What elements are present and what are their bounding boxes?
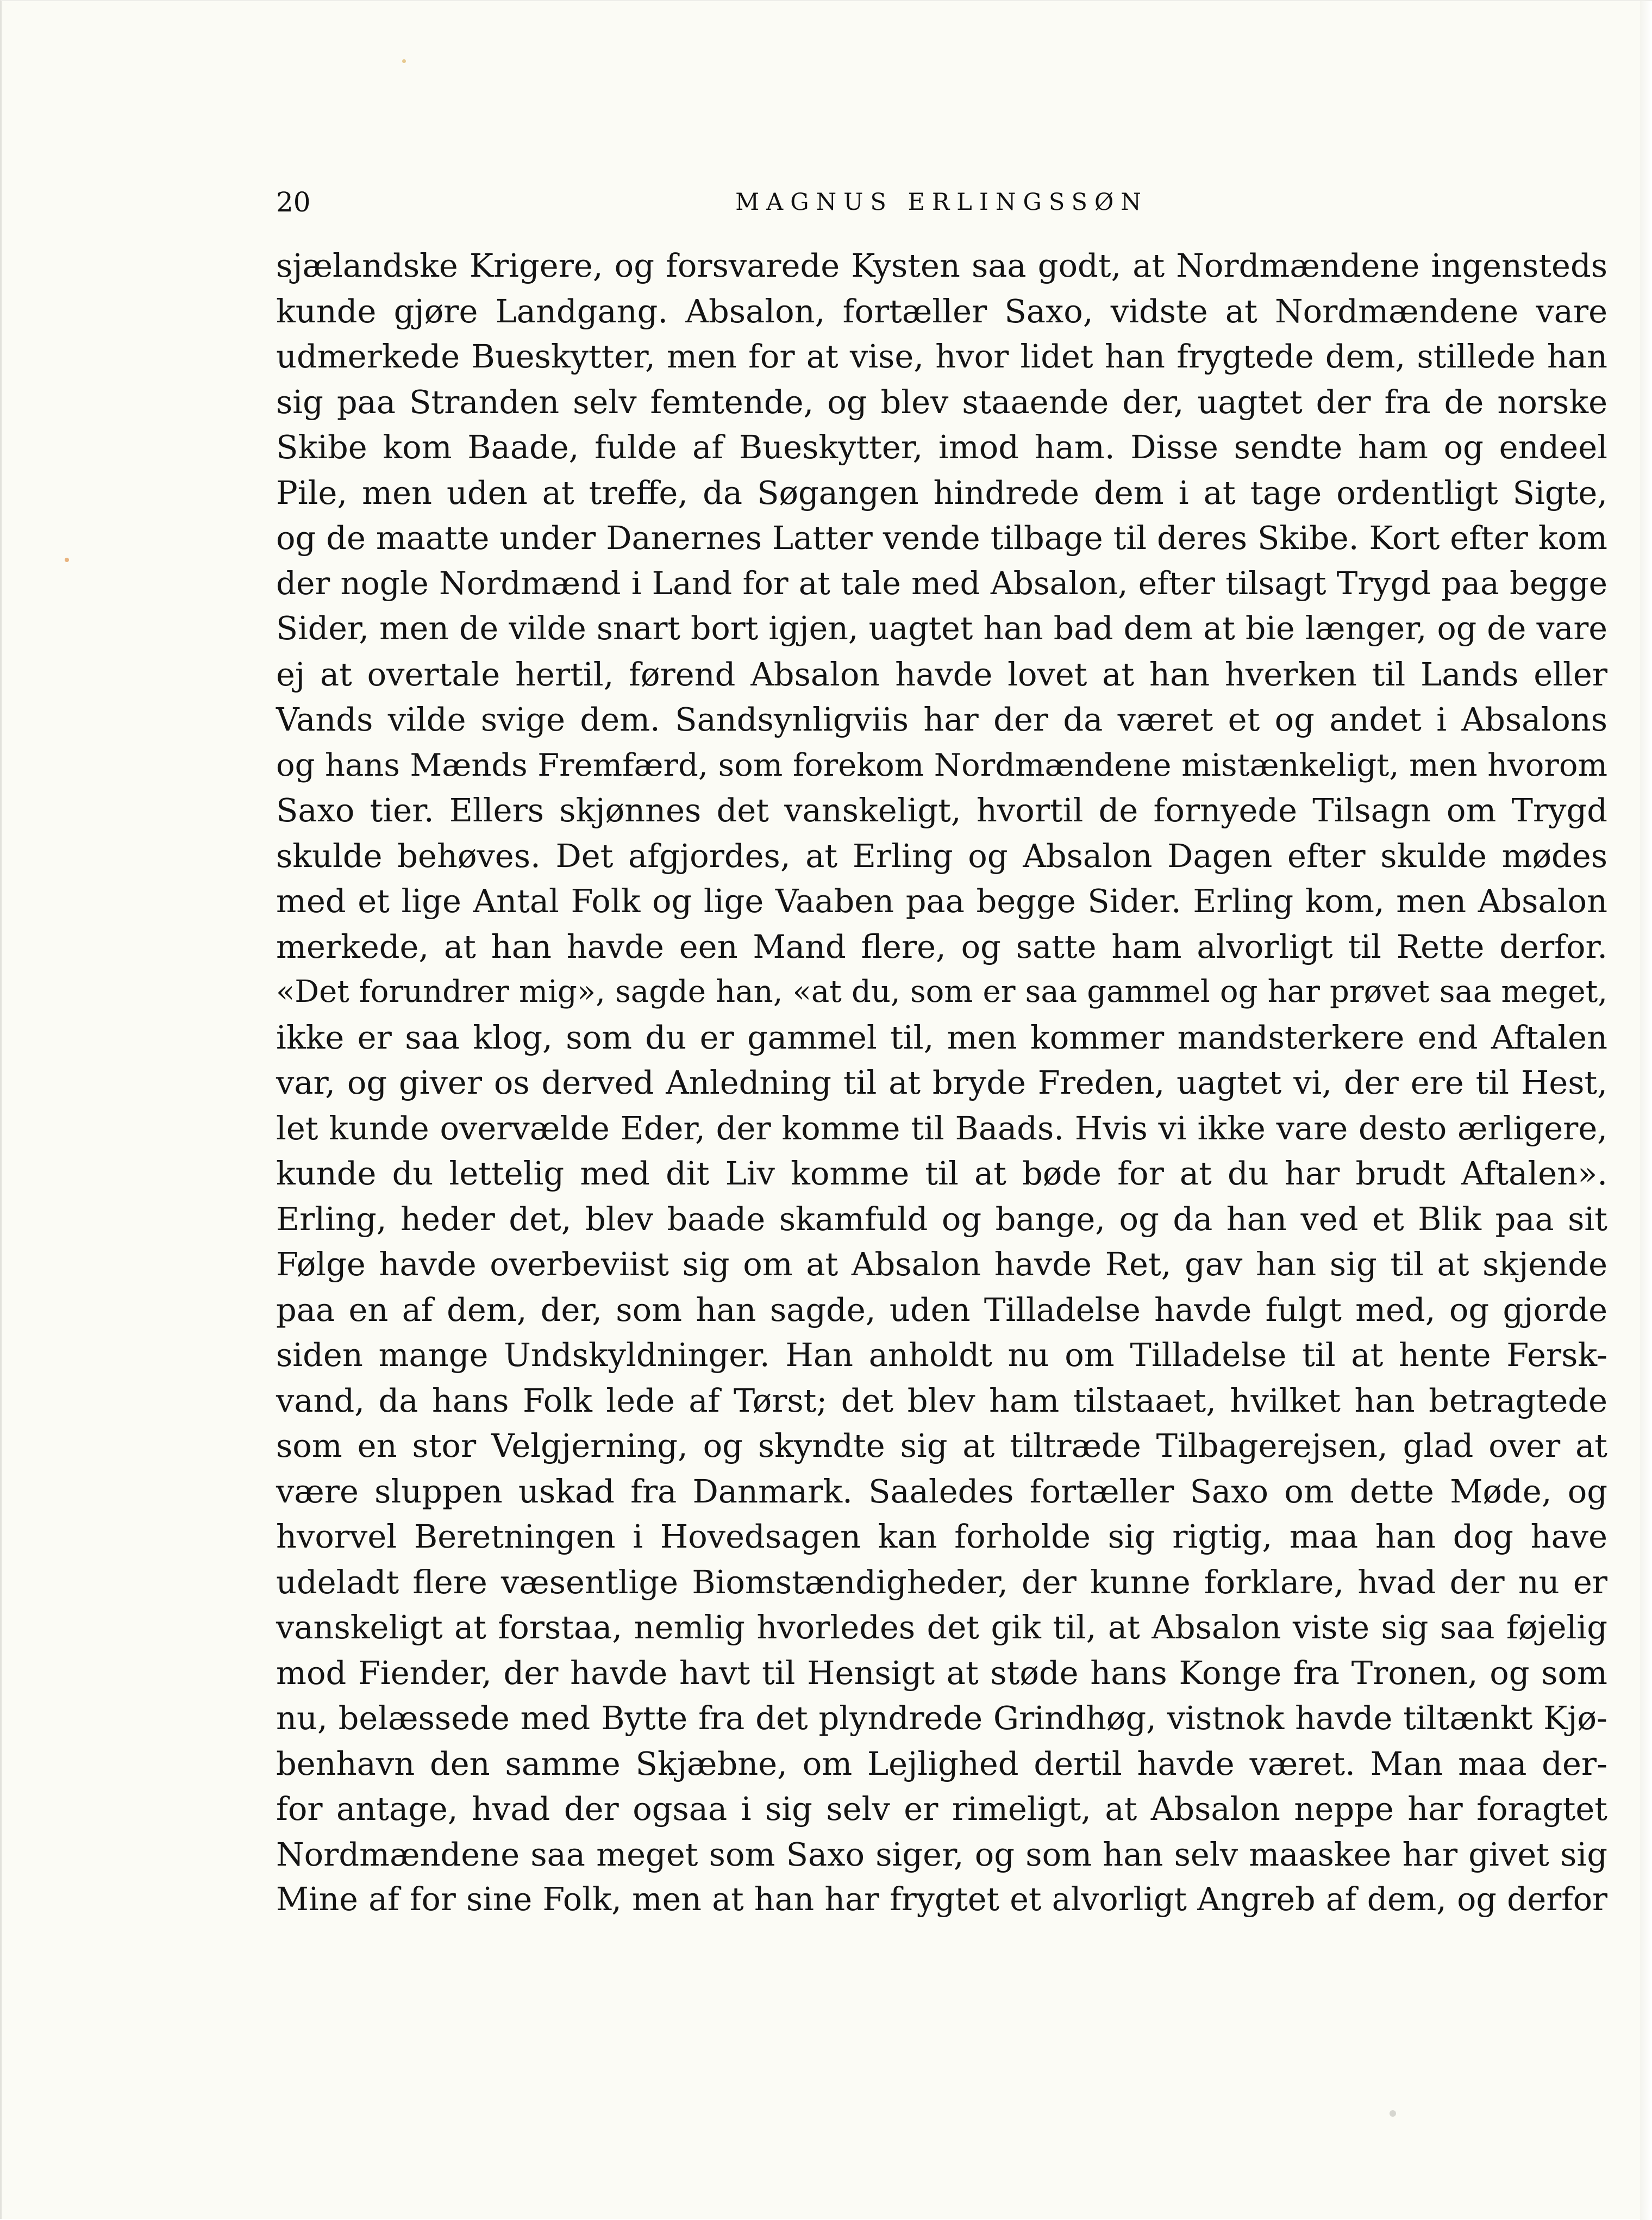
text-line: «Det forundrer mig», sagde han, «at du, som er saa gammel og har prøvet saa meget,	[276, 974, 1607, 1009]
text-line: Nordmændene saa meget som Saxo siger, og som han selv maaskee har givet sig	[276, 1835, 1607, 1873]
text-line: Pile, men uden at treffe, da Søgangen hindrede dem i at tage ordentligt Sigte,	[276, 473, 1607, 512]
text-line: benhavn den samme Skjæbne, om Lejlighed dertil havde været. Man maa der-	[276, 1744, 1607, 1782]
body-text	[276, 243, 1607, 1923]
text-line: Erling, heder det, blev baade skamfuld og bange, og da han ved et Blik paa sit	[276, 1200, 1607, 1238]
paper-speck	[65, 558, 69, 562]
text-line: let kunde overvælde Eder, der komme til Baads. Hvis vi ikke vare desto ærligere,	[276, 1109, 1607, 1147]
page-header	[276, 183, 1607, 221]
text-line: med et lige Antal Folk og lige Vaaben paa begge Sider. Erling kom, men Absalon	[276, 882, 1607, 920]
text-line: Skibe kom Baade, fulde af Bueskytter, imod ham. Disse sendte ham og endeel	[276, 428, 1607, 466]
text-line: hvorvel Beretningen i Hovedsagen kan forholde sig rigtig, maa han dog have	[276, 1518, 1607, 1555]
text-line: Følge havde overbeviist sig om at Absalon havde Ret, gav han sig til at skjende	[276, 1245, 1607, 1283]
text-line: kunde du lettelig med dit Liv komme til at bøde for at du har brudt Aftalen».	[276, 1155, 1607, 1192]
text-line: for antage, hvad der ogsaa i sig selv er rimeligt, at Absalon neppe har foragtet	[276, 1790, 1607, 1828]
text-line: merkede, at han havde een Mand flere, og satte ham alvorligt til Rette derfor.	[276, 927, 1607, 965]
text-line: sjælandske Krigere, og forsvarede Kysten saa godt, at Nordmændene ingensteds	[276, 247, 1607, 284]
text-line: udmerkede Bueskytter, men for at vise, hvor lidet han frygtede dem, stillede han	[276, 338, 1607, 375]
text-line: som en stor Velgjerning, og skyndte sig at tiltræde Tilbagerejsen, glad over at	[276, 1427, 1607, 1464]
page-number: 20	[276, 186, 311, 218]
text-line: paa en af dem, der, som han sagde, uden Tilladelse havde fulgt med, og gjorde	[276, 1290, 1607, 1329]
text-line: var, og giver os derved Anledning til at bryde Freden, uagtet vi, der ere til Hest,	[276, 1064, 1607, 1101]
text-line: vanskeligt at forstaa, nemlig hvorledes det gik til, at Absalon viste sig saa føjelig	[276, 1608, 1607, 1646]
text-line: mod Fiender, der havde havt til Hensigt at støde hans Konge fra Tronen, og som	[276, 1654, 1607, 1692]
text-line: og hans Mænds Fremfærd, som forekom Nordmændene mistænkeligt, men hvorom	[276, 746, 1607, 783]
text-line: nu, belæssede med Bytte fra det plyndrede Grindhøg, vistnok havde tiltænkt Kjø-	[276, 1699, 1607, 1737]
text-line: siden mange Undskyldninger. Han anholdt nu om Tilladelse til at hente Fersk-	[276, 1336, 1607, 1374]
text-line: skulde behøves. Det afgjordes, at Erling og Absalon Dagen efter skulde mødes	[276, 837, 1607, 875]
text-line: Saxo tier. Ellers skjønnes det vanskeligt, hvortil de fornyede Tilsagn om Trygd	[276, 791, 1607, 829]
text-line: ej at overtale hertil, førend Absalon havde lovet at han hverken til Lands eller	[276, 655, 1607, 693]
text-line: sig paa Stranden selv femtende, og blev staaende der, uagtet der fra de norske	[276, 383, 1607, 421]
text-line: Mine af for sine Folk, men at han har frygtet et alvorligt Angreb af dem, og derfor	[276, 1881, 1607, 1918]
page-edge-shadow	[1640, 1, 1652, 2220]
text-line: vand, da hans Folk lede af Tørst; det blev ham tilstaaet, hvilket han betragtede	[276, 1381, 1607, 1419]
paper-speck	[1390, 2110, 1396, 2117]
text-line: Vands vilde svige dem. Sandsynligviis har der da været et og andet i Absalons	[276, 701, 1607, 738]
text-line: og de maatte under Danernes Latter vende tilbage til deres Skibe. Kort efter kom	[276, 519, 1607, 557]
text-line: der nogle Nordmænd i Land for at tale med Absalon, efter tilsagt Trygd paa begge	[276, 564, 1607, 602]
text-line: være sluppen uskad fra Danmark. Saaledes fortæller Saxo om dette Møde, og	[276, 1472, 1607, 1510]
text-line: kunde gjøre Landgang. Absalon, fortæller Saxo, vidste at Nordmændene vare	[276, 292, 1607, 330]
text-line: udeladt flere væsentlige Biomstændigheder, der kunne forklare, hvad der nu er	[276, 1563, 1607, 1601]
running-title: MAGNUS ERLINGSSØN	[735, 189, 1148, 216]
paper-speck	[402, 59, 406, 63]
text-line: ikke er saa klog, som du er gammel til, men kommer mandsterkere end Aftalen	[276, 1018, 1607, 1056]
text-line: Sider, men de vilde snart bort igjen, uagtet han bad dem at bie længer, og de vare	[276, 610, 1607, 647]
